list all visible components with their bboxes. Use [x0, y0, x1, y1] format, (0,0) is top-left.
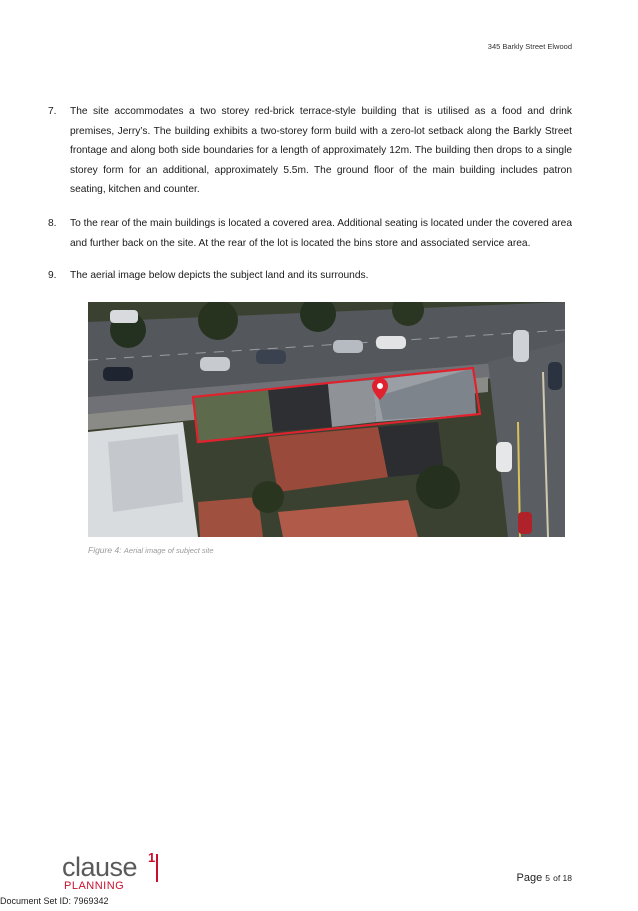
paragraph-number: 8.: [48, 218, 57, 229]
page-total: of 18: [553, 873, 572, 883]
aerial-image: [88, 302, 565, 537]
paragraph-7: [48, 102, 572, 200]
paragraph-number: 7.: [48, 106, 57, 117]
logo-superscript: 1: [148, 850, 156, 865]
paragraph-9: [48, 266, 572, 286]
page-word: Page: [516, 872, 543, 884]
document-set-id: Document Set ID: 7969342: [0, 896, 109, 906]
paragraph-text: The aerial image below depicts the subject land and its surrounds.: [70, 270, 369, 281]
paragraph-text: The site accommodates a two storey red-brick terrace-style building that is utilised as a food and drink premises, Jerry’s. The building exhibits a two-storey form build with a zero-lot setback along the Barkly Street frontage and along both side boundaries for a length of approximately 12m. The building then drops to a single storey form for an additional, approximately 5.5m. The ground floor of the main building includes patron seating, kitchen and counter.: [70, 106, 572, 195]
page-number: [517, 872, 572, 884]
paragraph-number: 9.: [48, 270, 57, 281]
figure-label: Figure 4:: [88, 545, 122, 555]
page-current: 5: [545, 873, 551, 883]
logo-word: clause: [62, 852, 138, 882]
document-header-address: 345 Barkly Street Elwood: [487, 42, 572, 51]
figure-caption-text: Aerial image of subject site: [123, 546, 214, 555]
logo-subtitle: PLANNING: [64, 880, 125, 892]
clause1-planning-logo: [62, 852, 172, 894]
paragraph-8: [48, 214, 572, 253]
figure-caption: [88, 545, 214, 555]
paragraph-text: To the rear of the main buildings is located a covered area. Additional seating is located under the covered area and further back on the site. At the rear of the lot is located the bins store and associated service area.: [70, 218, 572, 249]
logo-bar: [156, 854, 158, 882]
